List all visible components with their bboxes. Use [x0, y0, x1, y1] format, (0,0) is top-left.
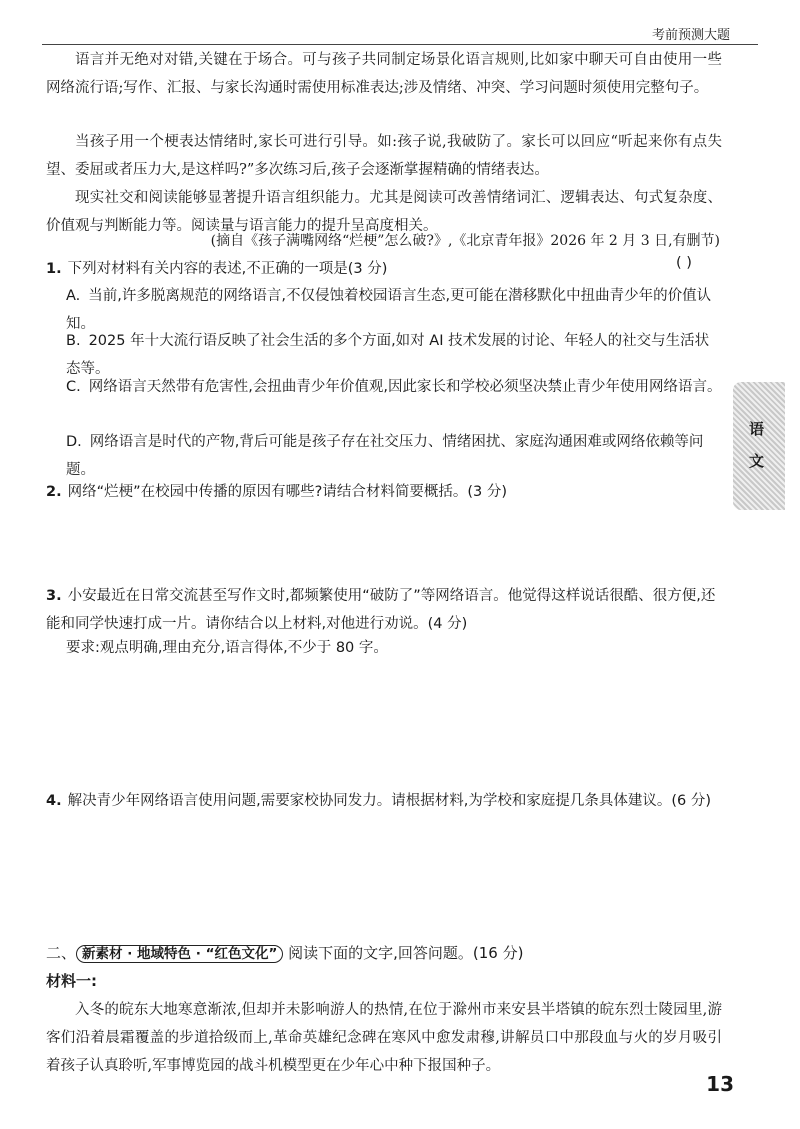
question-text: 网络“烂梗”在校园中传播的原因有哪些?请结合材料简要概括。(3 分) [67, 484, 507, 500]
subject-side-tab [733, 382, 785, 510]
question-text: 小安最近在日常交流甚至写作文时,都频繁使用“破防了”等网络语言。他觉得这样说话很酷、很方便,还能和同学快速打成一片。请你结合以上材料,对他进行劝说。(4 分) [46, 588, 716, 632]
question-1 [46, 255, 726, 283]
option-text: 网络语言天然带有危害性,会扭曲青少年价值观,因此家长和学校必须坚决禁止青少年使用网络语言。 [88, 379, 722, 395]
header-rule [42, 44, 758, 45]
question-number: 1. [46, 261, 62, 277]
answer-parentheses: ( ) [676, 255, 692, 271]
material-1-text: 入冬的皖东大地寒意渐浓,但却并未影响游人的热情,在位于滁州市来安县半塔镇的皖东烈士陵园里,游客们沿着晨霜覆盖的步道拾级而上,革命英雄纪念碑在寒风中愈发肃穆,讲解员口中那段血与火的岁月吸引着孩子认真聆听,军事博览园的战斗机模型更在少年心中种下报国种子。 [46, 1002, 722, 1074]
question-text: 下列对材料有关内容的表述,不正确的一项是(3 分) [67, 261, 388, 277]
source-citation: (摘自《孩子满嘴网络“烂梗”怎么破?》,《北京青年报》2026 年 2 月 3 日,有删节) [210, 233, 720, 249]
passage-paragraph-2: 当孩子用一个梗表达情绪时,家长可进行引导。如:孩子说,我破防了。家长可以回应“听起来你有点失望、委屈或者压力大,是这样吗?”多次练习后,孩子会逐渐掌握精确的情绪表达。 [46, 134, 722, 178]
option-label: A. [66, 288, 81, 304]
question-3 [46, 582, 726, 638]
question-number: 4. [46, 793, 62, 809]
page-header [0, 0, 800, 46]
section-tag-badge: 新素材 · 地域特色 · “红色文化” [76, 945, 283, 963]
side-tab-char-1: 语 [749, 420, 765, 438]
question-4 [46, 787, 726, 815]
option-text: 当前,许多脱离规范的网络语言,不仅侵蚀着校园语言生态,更可能在潜移默化中扭曲青少年的价值认知。 [66, 288, 712, 332]
question-text: 解决青少年网络语言使用问题,需要家校协同发力。请根据材料,为学校和家庭提几条具体建议。(6 分) [67, 793, 711, 809]
option-text: 网络语言是时代的产物,背后可能是孩子存在社交压力、情绪困扰、家庭沟通困难或网络依赖等问题。 [66, 434, 704, 478]
material-1-label: 材料一: [46, 972, 97, 990]
section-prefix: 二、 [46, 944, 77, 962]
option-label: B. [66, 333, 81, 349]
question-2 [46, 478, 726, 506]
side-tab-char-2: 文 [749, 452, 765, 470]
question-number: 3. [46, 588, 62, 604]
option-d [66, 428, 722, 484]
option-label: D. [66, 434, 82, 450]
passage-paragraph-1: 语言并无绝对对错,关键在于场合。可与孩子共同制定场景化语言规则,比如家中聊天可自由使用一些网络流行语;写作、汇报、与家长沟通时需使用标准表达;涉及情绪、冲突、学习问题时须使用完整句子。 [46, 52, 722, 96]
section-instruction: 阅读下面的文字,回答问题。(16 分) [283, 944, 524, 962]
option-c [66, 373, 722, 401]
section-2-heading [46, 942, 523, 963]
passage-paragraph-3: 现实社交和阅读能够显著提升语言组织能力。尤其是阅读可改善情绪词汇、逻辑表达、句式复杂度、价值观与判断能力等。阅读量与语言能力的提升呈高度相关。 [46, 190, 722, 234]
header-title: 考前预测大题 [651, 28, 730, 43]
page-number: 13 [706, 1072, 734, 1096]
question-number: 2. [46, 484, 62, 500]
option-text: 2025 年十大流行语反映了社会生活的多个方面,如对 AI 技术发展的讨论、年轻人的社交与生活状态等。 [66, 333, 710, 377]
option-label: C. [66, 379, 81, 395]
question-3-requirement: 要求:观点明确,理由充分,语言得体,不少于 80 字。 [66, 640, 388, 656]
